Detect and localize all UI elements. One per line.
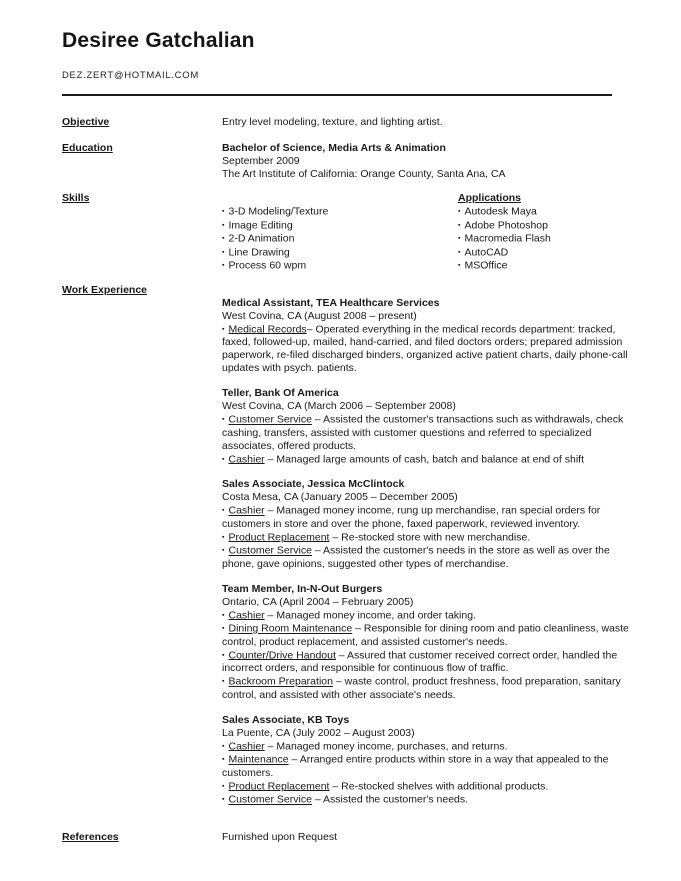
email-text: DEZ.ZERT@HOTMAIL.COM <box>62 70 199 81</box>
job-duties <box>222 740 631 807</box>
applications-list <box>458 205 631 273</box>
duty-separator: – <box>264 609 277 621</box>
job-duty <box>222 504 631 531</box>
bullet-icon: ▪ <box>458 248 461 256</box>
header-divider <box>62 94 612 96</box>
job-duty <box>222 649 631 676</box>
bullet-icon: ▪ <box>458 235 461 242</box>
duty-description: Managed money income, and order taking. <box>276 609 476 621</box>
section-work-experience <box>62 284 631 807</box>
duty-description: Re-stocked store with new merchandise. <box>341 531 531 543</box>
bullet-icon: ▪ <box>458 221 461 229</box>
duty-separator: – <box>352 622 364 635</box>
list-item-label: Autodesk Maya <box>464 205 537 218</box>
duty-term: Customer Service <box>228 793 312 806</box>
section-label-references <box>62 831 222 844</box>
duty-description: Managed large amounts of cash, batch and balance at end of shift <box>276 453 584 465</box>
job-entry <box>222 714 631 807</box>
list-item <box>222 246 461 260</box>
duty-description: Operated everything in the medical records department: tracked, faxed, followed-up, mailed, hand-carried, and filed doctors orders; prepared admission paperwork, re-filed discharged binders, organized active patient charts, daily phone-call updates with psych. patients. <box>222 323 628 374</box>
bullet-icon: ▪ <box>222 547 225 554</box>
job-location: West Covina, CA (March 2006 – September 2008) <box>222 400 456 412</box>
bullet-icon: ▪ <box>458 262 461 269</box>
duty-term: Customer Service <box>228 413 312 426</box>
resume-body <box>62 116 631 844</box>
duty-separator: – <box>329 780 342 792</box>
education-content <box>222 142 631 181</box>
list-item <box>222 259 461 273</box>
list-item-label: Process 60 wpm <box>228 259 307 272</box>
duty-separator: – <box>264 504 277 517</box>
references-text: Furnished upon Request <box>222 830 337 843</box>
bullet-icon: ▪ <box>222 248 225 256</box>
bullet-icon: ▪ <box>222 208 225 215</box>
duty-separator: – <box>264 453 277 465</box>
duty-term: Maintenance <box>228 753 289 766</box>
list-item <box>458 219 631 233</box>
list-item-label: Adobe Photoshop <box>464 219 548 231</box>
bullet-icon: ▪ <box>222 533 225 541</box>
education-date: September 2009 <box>222 155 300 167</box>
duty-term: Cashier <box>228 740 265 752</box>
list-item <box>222 232 461 246</box>
duty-separator: – <box>329 531 342 543</box>
duty-description: Responsible for dining room and patio cleanliness, waste control, product replacement, and assisted customer's needs. <box>222 622 629 648</box>
skills-content <box>222 192 631 273</box>
bullet-icon: ▪ <box>222 651 225 659</box>
duty-description: Assured that customer received correct order, handled the incorrect orders, and responsible for continuous flow of traffic. <box>222 649 618 674</box>
job-duty <box>222 323 631 376</box>
bullet-icon: ▪ <box>222 796 225 803</box>
section-skills <box>62 192 631 273</box>
bullet-icon: ▪ <box>222 325 225 333</box>
duty-term: Product Replacement <box>228 780 330 792</box>
job-duty <box>222 675 631 702</box>
section-label-text: Education <box>62 142 113 154</box>
duty-description: waste control, product freshness, food preparation, sanitary control, and assisted with other associate's needs. <box>222 675 621 701</box>
duty-term: Customer Service <box>228 544 312 557</box>
job-duty <box>222 780 631 794</box>
duty-term: Dining Room Maintenance <box>228 622 353 635</box>
section-objective <box>62 116 631 129</box>
job-duties <box>222 504 631 571</box>
education-degree: Bachelor of Science, Media Arts & Animation <box>222 142 446 154</box>
list-item-label: AutoCAD <box>464 246 509 258</box>
duty-separator: – <box>311 544 324 557</box>
list-item <box>458 259 631 273</box>
job-duty <box>222 609 631 623</box>
section-label-objective <box>62 116 222 129</box>
list-item <box>222 205 461 219</box>
bullet-icon: ▪ <box>222 782 225 790</box>
duty-separator: – <box>311 413 324 426</box>
job-duty <box>222 793 631 807</box>
section-label-text: Objective <box>62 116 110 128</box>
job-entry <box>222 387 631 466</box>
job-title: Sales Associate, Jessica McClintock <box>222 478 405 490</box>
duty-term: Backroom Preparation <box>228 675 333 688</box>
list-item-label: 2-D Animation <box>228 232 295 245</box>
job-duty <box>222 453 631 467</box>
list-item-label: MSOffice <box>464 259 508 272</box>
list-item-label: Image Editing <box>228 219 293 231</box>
job-location: West Covina, CA (August 2008 – present) <box>222 309 417 322</box>
duty-description: Managed money income, rung up merchandise, ran special orders for customers in store and over the phone, faxed paperwork, reviewed inventory. <box>222 504 601 530</box>
bullet-icon: ▪ <box>222 221 225 229</box>
education-school: The Art Institute of California: Orange County, Santa Ana, CA <box>222 168 506 180</box>
applications-header-text: Applications <box>458 192 522 204</box>
bullet-icon: ▪ <box>222 611 225 619</box>
duty-separator: – <box>288 753 300 766</box>
duty-description: Arranged entire products within store in a way that appealed to the customers. <box>222 753 609 779</box>
duty-term: Product Replacement <box>228 531 330 543</box>
job-entry <box>222 297 631 376</box>
job-entry <box>222 478 631 571</box>
references-content <box>222 831 631 844</box>
job-duty <box>222 413 631 453</box>
bullet-icon: ▪ <box>458 208 461 215</box>
list-item <box>458 246 631 260</box>
job-duties <box>222 413 631 466</box>
duty-separator: – <box>306 323 316 335</box>
job-entry <box>222 583 631 702</box>
objective-text: Entry level modeling, texture, and lighting artist. <box>222 116 443 128</box>
job-duty <box>222 544 631 571</box>
section-label-education <box>62 142 222 155</box>
list-item <box>222 219 461 233</box>
duty-term: Cashier <box>228 609 265 621</box>
job-location: La Puente, CA (July 2002 – August 2003) <box>222 726 415 739</box>
bullet-icon: ▪ <box>222 235 225 242</box>
job-location: Ontario, CA (April 2004 – February 2005) <box>222 595 414 608</box>
duty-separator: – <box>335 649 347 661</box>
section-label-skills <box>62 192 222 205</box>
duty-description: Assisted the customer's needs. <box>323 793 469 806</box>
job-duty <box>222 531 631 545</box>
applications-column <box>458 192 631 273</box>
list-item <box>458 232 631 246</box>
job-title: Medical Assistant, TEA Healthcare Services <box>222 296 440 309</box>
duty-term: Cashier <box>228 504 265 517</box>
job-duties <box>222 323 631 376</box>
bullet-icon: ▪ <box>222 455 225 463</box>
list-item-label: Line Drawing <box>228 246 290 258</box>
duty-separator: – <box>311 793 324 806</box>
job-location: Costa Mesa, CA (January 2005 – December 2005) <box>222 491 458 503</box>
objective-content <box>222 116 631 129</box>
duty-term: Cashier <box>228 453 265 465</box>
duty-separator: – <box>264 740 277 752</box>
job-duty <box>222 622 631 649</box>
bullet-icon: ▪ <box>222 742 225 750</box>
bullet-icon: ▪ <box>222 756 225 763</box>
job-title: Teller, Bank Of America <box>222 387 339 399</box>
duty-term: Medical Records <box>228 323 307 335</box>
bullet-icon: ▪ <box>222 262 225 269</box>
section-education <box>62 142 631 181</box>
bullet-icon: ▪ <box>222 678 225 685</box>
duty-description: Re-stocked shelves with additional products. <box>341 780 549 792</box>
jobs-list <box>222 284 631 807</box>
duty-separator: – <box>332 675 345 688</box>
bullet-icon: ▪ <box>222 625 225 632</box>
resume-name: Desiree Gatchalian <box>62 29 255 52</box>
job-duty <box>222 753 631 780</box>
duty-description: Assisted the customer's transactions such as withdrawals, check cashing, transfers, assisted with customer questions and referred to specialized associates, offered products. <box>222 413 624 452</box>
bullet-icon: ▪ <box>222 416 225 423</box>
duty-term: Counter/Drive Handout <box>228 649 336 661</box>
duty-description: Managed money income, purchases, and returns. <box>276 740 508 752</box>
section-references <box>62 831 631 844</box>
job-duties <box>222 609 631 702</box>
applications-header <box>458 192 631 205</box>
bullet-icon: ▪ <box>222 507 225 514</box>
skills-list <box>222 192 461 273</box>
list-item-label: Macromedia Flash <box>464 232 551 245</box>
job-title: Sales Associate, KB Toys <box>222 713 350 726</box>
list-item-label: 3-D Modeling/Texture <box>228 205 329 218</box>
section-label-text: References <box>62 830 119 843</box>
section-label-text: Work Experience <box>62 283 148 296</box>
job-title: Team Member, In-N-Out Burgers <box>222 582 383 595</box>
list-item <box>458 205 631 219</box>
job-duty <box>222 740 631 754</box>
section-label-text: Skills <box>62 192 90 204</box>
duty-description: Assisted the customer's needs in the store as well as over the phone, gave opinions, suggested other types of merchandise. <box>222 544 610 570</box>
section-label-work-experience <box>62 284 222 297</box>
